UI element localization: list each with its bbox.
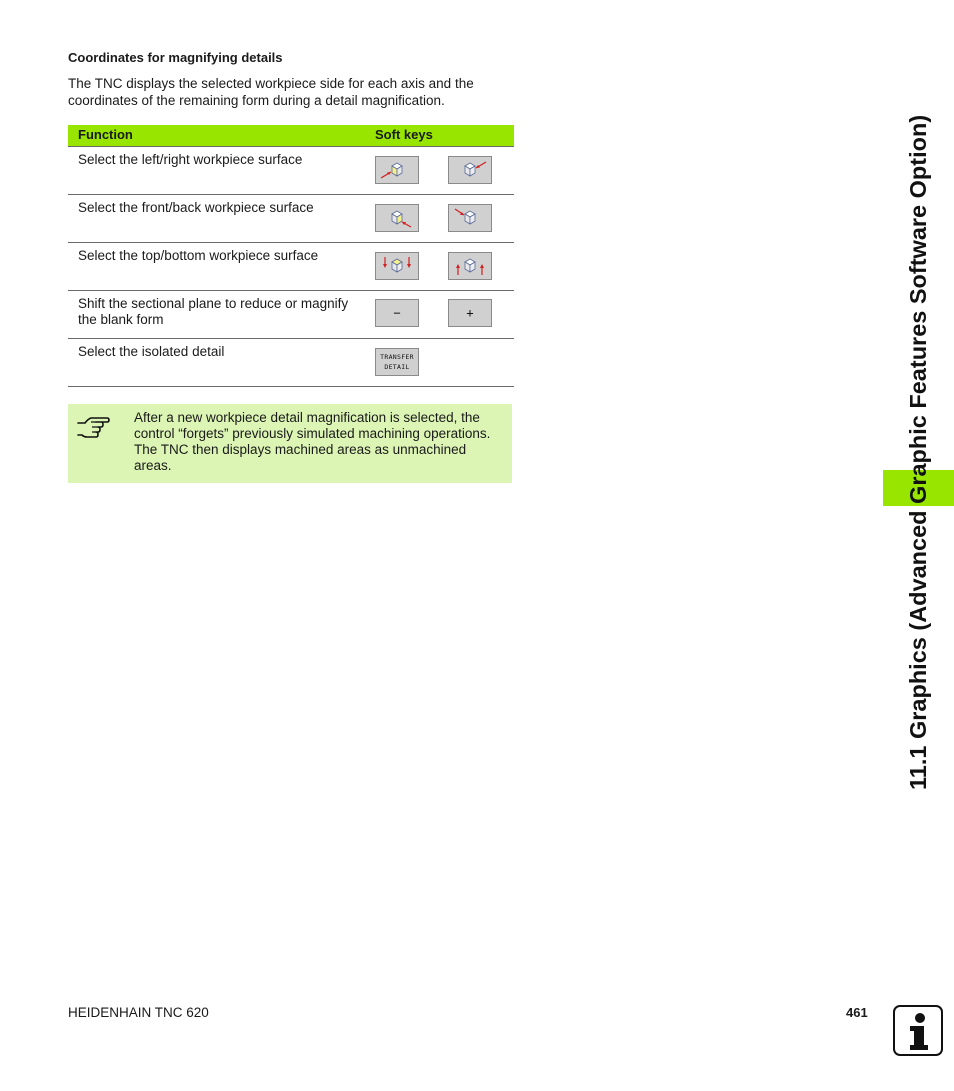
cube-right-icon [450,158,490,182]
softkey-front-surface[interactable] [375,204,419,232]
softkey-top-surface[interactable] [375,252,419,280]
softkey-bottom-surface[interactable] [448,252,492,280]
table-row [68,147,514,195]
section-heading: Coordinates for magnifying details [68,50,283,65]
softkey-back-surface[interactable] [448,204,492,232]
note-box [68,404,512,483]
table-header [68,125,514,147]
footer-product: HEIDENHAIN TNC 620 [68,1005,209,1020]
softkey-right-surface[interactable] [448,156,492,184]
softkey-table [68,125,514,387]
pointing-hand-icon [76,414,110,440]
cube-back-icon [450,206,490,230]
note-text: After a new workpiece detail magnification is selected, the control “forgets” previously simulated machining operations. The TNC then displays machined areas as unmachined areas. [134,410,491,473]
minus-icon: − [393,306,401,320]
transfer-detail-label: TRANSFER DETAIL [380,353,414,371]
table-row [68,291,514,339]
info-icon [893,1005,943,1056]
chapter-title: 11.1 Graphics (Advanced Graphic Features Software Option) [905,114,931,790]
header-soft-keys: Soft keys [375,127,433,142]
row-function-text: Select the front/back workpiece surface [78,200,314,215]
row-function-text: Shift the sectional plane to reduce or magnify the blank form [78,296,349,327]
table-row [68,195,514,243]
page-number: 461 [846,1005,868,1020]
softkey-reduce[interactable] [375,299,419,327]
cube-bottom-icon [450,254,490,278]
row-function-text: Select the left/right workpiece surface [78,152,303,167]
table-row [68,243,514,291]
header-function: Function [78,127,133,142]
table-row [68,339,514,387]
cube-front-icon [377,206,417,230]
intro-paragraph: The TNC displays the selected workpiece side for each axis and the coordinates of the remaining form during a detail magnification. [68,76,474,108]
row-function-text: Select the top/bottom workpiece surface [78,248,319,263]
softkey-left-surface[interactable] [375,156,419,184]
plus-icon: + [466,306,474,320]
cube-left-icon [377,158,417,182]
softkey-magnify[interactable] [448,299,492,327]
row-function-text: Select the isolated detail [78,344,225,359]
cube-top-icon [377,254,417,278]
softkey-transfer-detail[interactable] [375,348,419,376]
